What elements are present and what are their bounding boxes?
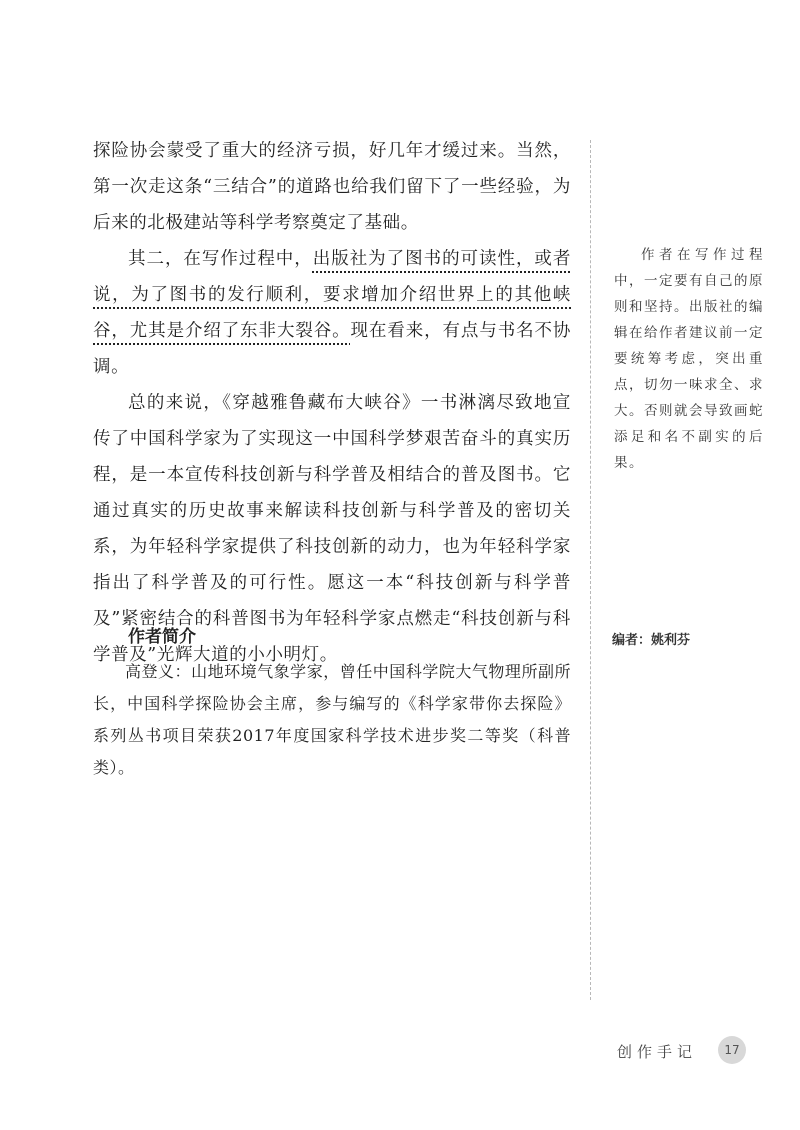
paragraph-3: 总的来说，《穿越雅鲁藏布大峡谷》一书淋漓尽致地宣传了中国科学家为了实现这一中国科学梦艰苦奋斗的真实历程，是一本宣传科技创新与科学普及相结合的普及图书。它通过真实的历史故事来解读科技创新与科学普及的密切关系，为年轻科学家提供了科技创新的动力，也为年轻科学家指出了科学普及的可行性。愿这一本“科技创新与科学普及”紧密结合的科普图书为年轻科学家点燃走“科技创新与科学普及”光辉大道的小小明灯。 [93, 393, 571, 665]
paragraph-2-tail: 现在看来，有点与书名不协调。 [93, 321, 571, 377]
editor-credit: 编者：姚利芬 [612, 633, 691, 648]
author-bio-text: 高登义：山地环境气象学家，曾任中国科学院大气物理所副所长，中国科学探险协会主席，参与编写的《科学家带你去探险》系列丛书项目荣获2017年度国家科学技术进步奖二等奖（科普类）。 [93, 662, 571, 777]
page-number: 17 [718, 1036, 746, 1064]
margin-divider [590, 140, 591, 1000]
main-text [93, 133, 571, 673]
footer-section-title: 创作手记 [617, 1043, 698, 1061]
emphasized-text: 出版社为了图书的可读性，或者说，为了图书的发行顺利，要求增加介绍世界上的其他峡谷，尤其是介绍了东非大裂谷。 [93, 249, 572, 341]
paragraph-2-lead: 其二，在写作过程中， [128, 249, 313, 269]
author-bio-heading: 作者简介 [128, 627, 196, 647]
paragraph-2 [93, 241, 571, 385]
paragraph-1: 探险协会蒙受了重大的经济亏损，好几年才缓过来。当然，第一次走这条“三结合”的道路也给我们留下了一些经验，为后来的北极建站等科学考察奠定了基础。 [93, 141, 571, 233]
side-note: 作者在写作过程中，一定要有自己的原则和坚持。出版社的编辑在给作者建议前一定要统筹考虑，突出重点，切勿一味求全、求大。否则就会导致画蛇添足和名不副实的后果。 [614, 247, 764, 471]
